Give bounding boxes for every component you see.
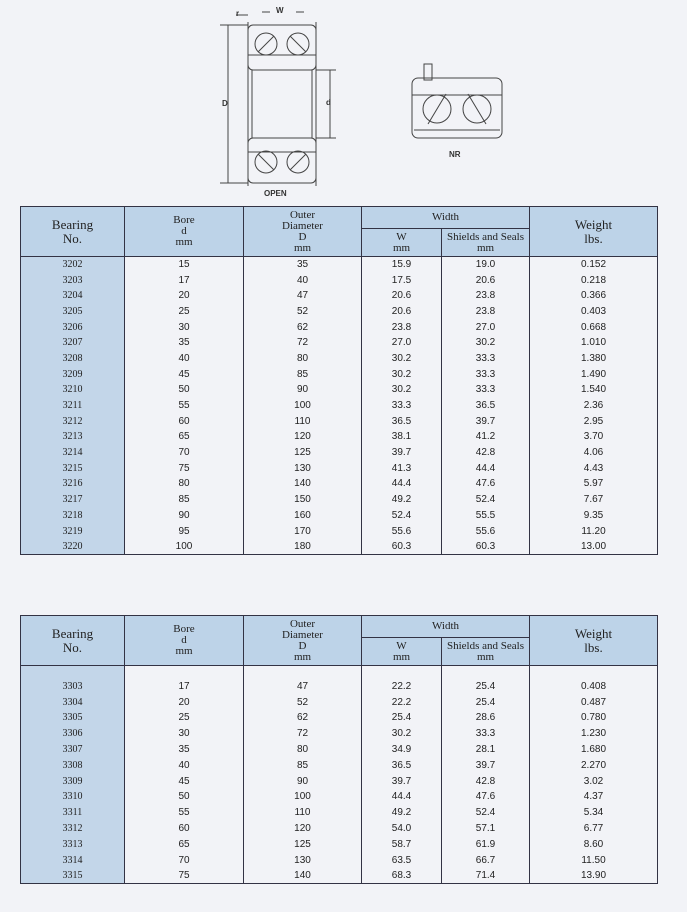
cell-bore: 17 <box>125 679 244 695</box>
table-row <box>21 257 658 273</box>
cell-bearing-no: 3218 <box>21 508 125 524</box>
cell-outer-diameter: 85 <box>244 757 362 773</box>
cell-outer-diameter: 35 <box>244 257 362 273</box>
cell-outer-diameter: 72 <box>244 335 362 351</box>
cell-bearing-no: 3206 <box>21 319 125 335</box>
cell-bore: 70 <box>125 852 244 868</box>
table-body <box>21 666 658 884</box>
cell-weight: 3.70 <box>530 429 658 445</box>
cell-weight: 0.668 <box>530 319 658 335</box>
cell-weight: 1.680 <box>530 742 658 758</box>
cell-shields-seals: 57.1 <box>442 821 530 837</box>
header-weight: Weight lbs. <box>530 207 658 257</box>
cell-outer-diameter: 110 <box>244 413 362 429</box>
cell-bearing-no: 3312 <box>21 821 125 837</box>
cell-outer-diameter: 170 <box>244 523 362 539</box>
cell-weight: 0.408 <box>530 679 658 695</box>
cell-width: 34.9 <box>362 742 442 758</box>
cell-outer-diameter: 130 <box>244 852 362 868</box>
spacer-cell <box>530 666 658 679</box>
table-row <box>21 821 658 837</box>
cell-outer-diameter: 80 <box>244 351 362 367</box>
cell-shields-seals: 33.3 <box>442 382 530 398</box>
cell-outer-diameter: 120 <box>244 429 362 445</box>
cell-outer-diameter: 100 <box>244 398 362 414</box>
cell-shields-seals: 33.3 <box>442 351 530 367</box>
spacer-row <box>21 666 658 679</box>
bearing-table-33 <box>20 615 658 884</box>
cell-bearing-no: 3314 <box>21 852 125 868</box>
outer-d-label: D <box>222 99 228 108</box>
cell-bore: 25 <box>125 304 244 320</box>
cell-shields-seals: 20.6 <box>442 272 530 288</box>
header-bearing-no: Bearing No. <box>21 207 125 257</box>
cell-bearing-no: 3305 <box>21 710 125 726</box>
cell-bore: 85 <box>125 492 244 508</box>
cell-shields-seals: 52.4 <box>442 805 530 821</box>
cell-bearing-no: 3308 <box>21 757 125 773</box>
table-body <box>21 257 658 555</box>
cell-weight: 1.380 <box>530 351 658 367</box>
table-row <box>21 679 658 695</box>
cell-weight: 3.02 <box>530 773 658 789</box>
cell-width: 33.3 <box>362 398 442 414</box>
cell-bearing-no: 3204 <box>21 288 125 304</box>
cell-outer-diameter: 52 <box>244 304 362 320</box>
header-width: Width <box>362 616 530 638</box>
header-shields-seals: Shields and Seals mm <box>442 638 530 666</box>
table-row <box>21 508 658 524</box>
cell-width: 20.6 <box>362 304 442 320</box>
cell-weight: 2.95 <box>530 413 658 429</box>
cell-width: 60.3 <box>362 539 442 555</box>
cell-outer-diameter: 40 <box>244 272 362 288</box>
cell-shields-seals: 28.6 <box>442 710 530 726</box>
bore-d-label: d <box>326 98 331 107</box>
w-label: W <box>276 6 284 15</box>
cell-width: 20.6 <box>362 288 442 304</box>
cell-width: 25.4 <box>362 710 442 726</box>
header-bore: Bore d mm <box>125 616 244 666</box>
cell-bearing-no: 3315 <box>21 868 125 884</box>
table-row <box>21 398 658 414</box>
cell-bore: 95 <box>125 523 244 539</box>
cell-width: 23.8 <box>362 319 442 335</box>
spacer-cell <box>362 666 442 679</box>
cell-width: 39.7 <box>362 445 442 461</box>
cell-width: 22.2 <box>362 679 442 695</box>
cell-bearing-no: 3220 <box>21 539 125 555</box>
bearing-table-32 <box>20 206 658 555</box>
cell-bore: 25 <box>125 710 244 726</box>
cell-outer-diameter: 180 <box>244 539 362 555</box>
cell-bearing-no: 3304 <box>21 694 125 710</box>
cell-shields-seals: 39.7 <box>442 757 530 773</box>
cell-width: 52.4 <box>362 508 442 524</box>
cell-bore: 15 <box>125 257 244 273</box>
table-row <box>21 319 658 335</box>
cell-shields-seals: 36.5 <box>442 398 530 414</box>
cell-outer-diameter: 47 <box>244 679 362 695</box>
cell-bearing-no: 3219 <box>21 523 125 539</box>
cell-bore: 40 <box>125 757 244 773</box>
cell-weight: 2.270 <box>530 757 658 773</box>
r-label: r <box>236 9 240 18</box>
cell-bearing-no: 3212 <box>21 413 125 429</box>
cell-width: 38.1 <box>362 429 442 445</box>
cell-weight: 7.67 <box>530 492 658 508</box>
header-width-w: W mm <box>362 638 442 666</box>
cell-shields-seals: 47.6 <box>442 789 530 805</box>
cell-shields-seals: 42.8 <box>442 445 530 461</box>
cell-bearing-no: 3310 <box>21 789 125 805</box>
cell-outer-diameter: 150 <box>244 492 362 508</box>
cell-width: 17.5 <box>362 272 442 288</box>
cell-shields-seals: 19.0 <box>442 257 530 273</box>
cell-width: 49.2 <box>362 492 442 508</box>
table-row <box>21 523 658 539</box>
table-row <box>21 789 658 805</box>
cell-shields-seals: 55.5 <box>442 508 530 524</box>
cell-outer-diameter: 110 <box>244 805 362 821</box>
cell-bore: 30 <box>125 319 244 335</box>
cell-weight: 0.152 <box>530 257 658 273</box>
cell-width: 49.2 <box>362 805 442 821</box>
table-row <box>21 773 658 789</box>
cell-bearing-no: 3309 <box>21 773 125 789</box>
spacer-cell <box>21 666 125 679</box>
cell-shields-seals: 71.4 <box>442 868 530 884</box>
cell-weight: 5.97 <box>530 476 658 492</box>
table-row <box>21 445 658 461</box>
cell-bore: 55 <box>125 398 244 414</box>
cell-bearing-no: 3202 <box>21 257 125 273</box>
cell-bearing-no: 3205 <box>21 304 125 320</box>
cell-bore: 45 <box>125 773 244 789</box>
cell-bearing-no: 3313 <box>21 836 125 852</box>
cell-width: 68.3 <box>362 868 442 884</box>
header-weight: Weight lbs. <box>530 616 658 666</box>
table-row <box>21 868 658 884</box>
cell-weight: 13.00 <box>530 539 658 555</box>
cell-weight: 0.218 <box>530 272 658 288</box>
cell-width: 30.2 <box>362 366 442 382</box>
table-row <box>21 726 658 742</box>
cell-outer-diameter: 80 <box>244 742 362 758</box>
cell-shields-seals: 61.9 <box>442 836 530 852</box>
header-bore: Bore d mm <box>125 207 244 257</box>
cell-weight: 8.60 <box>530 836 658 852</box>
cell-width: 39.7 <box>362 773 442 789</box>
cell-bearing-no: 3306 <box>21 726 125 742</box>
cell-shields-seals: 27.0 <box>442 319 530 335</box>
cell-width: 36.5 <box>362 757 442 773</box>
cell-width: 30.2 <box>362 726 442 742</box>
spacer-cell <box>125 666 244 679</box>
cell-weight: 0.403 <box>530 304 658 320</box>
table-row <box>21 366 658 382</box>
cell-bore: 100 <box>125 539 244 555</box>
cell-bore: 50 <box>125 789 244 805</box>
cell-shields-seals: 42.8 <box>442 773 530 789</box>
cell-weight: 1.010 <box>530 335 658 351</box>
table-row <box>21 710 658 726</box>
header-bearing-no: Bearing No. <box>21 616 125 666</box>
cell-bearing-no: 3215 <box>21 460 125 476</box>
cell-outer-diameter: 130 <box>244 460 362 476</box>
cell-weight: 1.490 <box>530 366 658 382</box>
cell-weight: 0.487 <box>530 694 658 710</box>
cell-bearing-no: 3213 <box>21 429 125 445</box>
header-width-w: W mm <box>362 229 442 257</box>
cell-shields-seals: 60.3 <box>442 539 530 555</box>
cell-weight: 11.50 <box>530 852 658 868</box>
cell-width: 36.5 <box>362 413 442 429</box>
cell-width: 55.6 <box>362 523 442 539</box>
cell-weight: 4.06 <box>530 445 658 461</box>
table-row <box>21 335 658 351</box>
table-row <box>21 694 658 710</box>
cell-bore: 55 <box>125 805 244 821</box>
cell-weight: 0.366 <box>530 288 658 304</box>
cell-bore: 20 <box>125 288 244 304</box>
cell-bore: 90 <box>125 508 244 524</box>
cell-shields-seals: 33.3 <box>442 726 530 742</box>
cell-outer-diameter: 125 <box>244 445 362 461</box>
cell-bearing-no: 3211 <box>21 398 125 414</box>
cell-outer-diameter: 62 <box>244 710 362 726</box>
cell-shields-seals: 33.3 <box>442 366 530 382</box>
cell-outer-diameter: 90 <box>244 382 362 398</box>
cell-width: 30.2 <box>362 382 442 398</box>
cell-width: 22.2 <box>362 694 442 710</box>
cell-bore: 45 <box>125 366 244 382</box>
cell-shields-seals: 23.8 <box>442 304 530 320</box>
cell-width: 30.2 <box>362 351 442 367</box>
cell-outer-diameter: 47 <box>244 288 362 304</box>
header-shields-seals: Shields and Seals mm <box>442 229 530 257</box>
table-row <box>21 382 658 398</box>
cell-weight: 4.43 <box>530 460 658 476</box>
cell-outer-diameter: 160 <box>244 508 362 524</box>
cell-outer-diameter: 85 <box>244 366 362 382</box>
table-row <box>21 429 658 445</box>
cell-shields-seals: 52.4 <box>442 492 530 508</box>
nr-label: NR <box>449 150 461 159</box>
cell-width: 63.5 <box>362 852 442 868</box>
cell-weight: 13.90 <box>530 868 658 884</box>
cell-shields-seals: 44.4 <box>442 460 530 476</box>
cell-shields-seals: 39.7 <box>442 413 530 429</box>
cell-shields-seals: 23.8 <box>442 288 530 304</box>
cell-bearing-no: 3311 <box>21 805 125 821</box>
cell-bearing-no: 3217 <box>21 492 125 508</box>
header-outer-diameter: Outer Diameter D mm <box>244 207 362 257</box>
cell-weight: 5.34 <box>530 805 658 821</box>
cell-outer-diameter: 52 <box>244 694 362 710</box>
table-row <box>21 742 658 758</box>
cell-shields-seals: 47.6 <box>442 476 530 492</box>
table-row <box>21 539 658 555</box>
cell-bearing-no: 3209 <box>21 366 125 382</box>
table-row <box>21 836 658 852</box>
table-row <box>21 351 658 367</box>
bearing-drawing <box>0 0 687 205</box>
spacer-cell <box>442 666 530 679</box>
cell-shields-seals: 28.1 <box>442 742 530 758</box>
cell-bearing-no: 3307 <box>21 742 125 758</box>
cell-weight: 0.780 <box>530 710 658 726</box>
table-row <box>21 304 658 320</box>
cell-width: 41.3 <box>362 460 442 476</box>
cell-outer-diameter: 72 <box>244 726 362 742</box>
header-outer-diameter: Outer Diameter D mm <box>244 616 362 666</box>
cell-outer-diameter: 140 <box>244 868 362 884</box>
table-row <box>21 476 658 492</box>
cell-weight: 4.37 <box>530 789 658 805</box>
header-width: Width <box>362 207 530 229</box>
table-row <box>21 272 658 288</box>
table-row <box>21 492 658 508</box>
cell-bore: 50 <box>125 382 244 398</box>
cell-weight: 2.36 <box>530 398 658 414</box>
cell-bearing-no: 3203 <box>21 272 125 288</box>
cell-bore: 30 <box>125 726 244 742</box>
cell-shields-seals: 41.2 <box>442 429 530 445</box>
cell-outer-diameter: 140 <box>244 476 362 492</box>
table-row <box>21 413 658 429</box>
bearing-diagrams <box>0 0 687 205</box>
cell-width: 58.7 <box>362 836 442 852</box>
cell-shields-seals: 55.6 <box>442 523 530 539</box>
spacer-cell <box>244 666 362 679</box>
cell-bore: 80 <box>125 476 244 492</box>
cell-shields-seals: 25.4 <box>442 679 530 695</box>
cell-bearing-no: 3303 <box>21 679 125 695</box>
cell-width: 44.4 <box>362 789 442 805</box>
table-row <box>21 757 658 773</box>
cell-bearing-no: 3207 <box>21 335 125 351</box>
table-row <box>21 288 658 304</box>
cell-bore: 35 <box>125 742 244 758</box>
cell-bore: 60 <box>125 413 244 429</box>
cell-weight: 1.540 <box>530 382 658 398</box>
table-row <box>21 460 658 476</box>
cell-width: 27.0 <box>362 335 442 351</box>
cell-outer-diameter: 120 <box>244 821 362 837</box>
cell-weight: 11.20 <box>530 523 658 539</box>
table-row <box>21 805 658 821</box>
cell-bore: 35 <box>125 335 244 351</box>
cell-bearing-no: 3210 <box>21 382 125 398</box>
cell-width: 54.0 <box>362 821 442 837</box>
cell-weight: 6.77 <box>530 821 658 837</box>
cell-width: 15.9 <box>362 257 442 273</box>
cell-bearing-no: 3214 <box>21 445 125 461</box>
cell-width: 44.4 <box>362 476 442 492</box>
open-label: OPEN <box>264 189 287 198</box>
cell-weight: 1.230 <box>530 726 658 742</box>
cell-outer-diameter: 90 <box>244 773 362 789</box>
cell-bore: 75 <box>125 868 244 884</box>
cell-shields-seals: 25.4 <box>442 694 530 710</box>
cell-shields-seals: 66.7 <box>442 852 530 868</box>
cell-bore: 20 <box>125 694 244 710</box>
cell-outer-diameter: 100 <box>244 789 362 805</box>
cell-bore: 65 <box>125 836 244 852</box>
cell-bore: 60 <box>125 821 244 837</box>
cell-shields-seals: 30.2 <box>442 335 530 351</box>
cell-bore: 40 <box>125 351 244 367</box>
cell-bore: 17 <box>125 272 244 288</box>
cell-bore: 70 <box>125 445 244 461</box>
cell-bore: 65 <box>125 429 244 445</box>
cell-weight: 9.35 <box>530 508 658 524</box>
cell-outer-diameter: 125 <box>244 836 362 852</box>
cell-bore: 75 <box>125 460 244 476</box>
cell-bearing-no: 3208 <box>21 351 125 367</box>
cell-bearing-no: 3216 <box>21 476 125 492</box>
table-row <box>21 852 658 868</box>
cell-outer-diameter: 62 <box>244 319 362 335</box>
